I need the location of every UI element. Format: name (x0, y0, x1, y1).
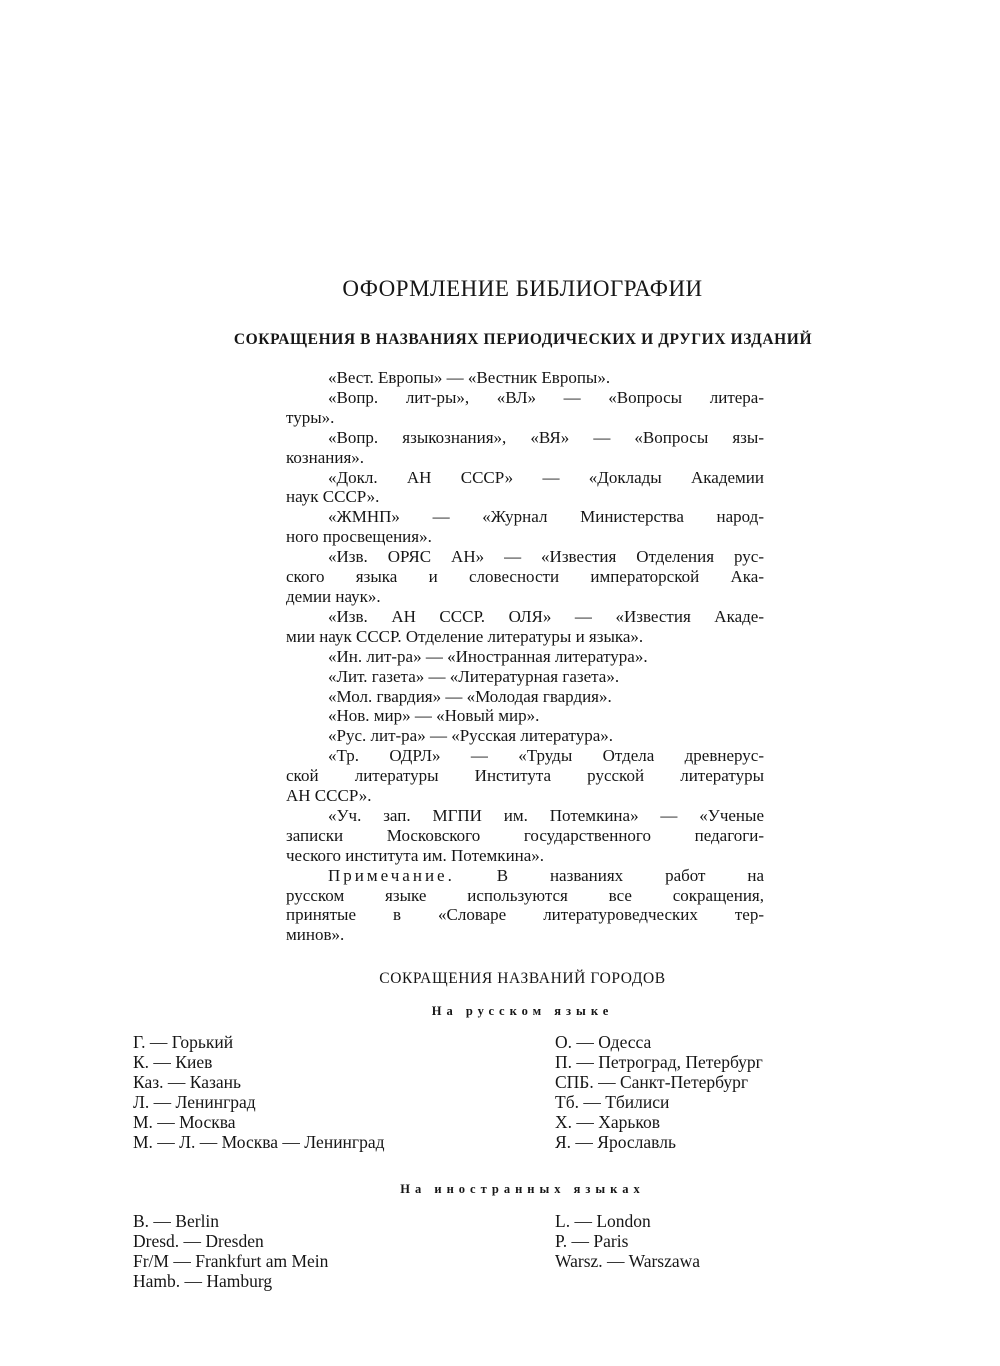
entry-line: кознания». (286, 447, 365, 467)
abbreviation-entry (286, 507, 764, 547)
abbreviation-entry (286, 706, 764, 726)
foreign-cities-right (555, 1211, 700, 1271)
foreign-cities-left (133, 1211, 328, 1291)
city-abbreviation: СПБ. — Санкт-Петербург (555, 1072, 749, 1092)
city-abbreviation: Fr/M — Frankfurt am Mein (133, 1251, 329, 1271)
city-abbreviation: П. — Петроград, Петербург (555, 1052, 763, 1072)
abbreviation-entry (286, 746, 764, 806)
entry-line: «Изв. АН СССР. ОЛЯ» — «Известия Акаде- (328, 606, 764, 626)
city-abbreviation: Я. — Ярославль (555, 1132, 676, 1152)
city-abbreviation: Hamb. — Hamburg (133, 1271, 273, 1291)
abbreviation-entry (286, 806, 764, 866)
city-abbreviation: Г. — Горький (133, 1032, 234, 1052)
abbreviation-entry (286, 388, 764, 428)
entry-line: «ЖМНП» — «Журнал Министерства народ- (328, 507, 764, 527)
abbreviation-entry (286, 428, 764, 468)
cities-heading: СОКРАЩЕНИЯ НАЗВАНИЙ ГОРОДОВ (379, 970, 666, 987)
entry-line: демии наук». (286, 586, 381, 606)
city-abbreviation: Dresd. — Dresden (133, 1231, 264, 1251)
entry-line: «Уч. зап. МГПИ им. Потемкина» — «Ученые (328, 805, 764, 825)
russian-cities-heading: На русском языке (431, 1004, 614, 1018)
note-first-line (286, 866, 764, 886)
abbreviation-entry (286, 647, 764, 667)
entry-line: «Вест. Европы» — «Вестник Европы». (328, 368, 611, 387)
note-line: принятые в «Словаре литературоведческих тер- (286, 905, 764, 925)
abbreviation-entry (286, 607, 764, 647)
city-abbreviation: B. — Berlin (133, 1211, 220, 1231)
entry-line: ской литературы Института русской литературы (286, 766, 764, 786)
abbreviation-entry (286, 468, 764, 508)
entry-line: ного просвещения». (286, 527, 432, 547)
city-abbreviation: Warsz. — Warszawa (555, 1251, 701, 1271)
note-paragraph (286, 866, 764, 946)
note-label: Примечание. (328, 865, 455, 885)
russian-cities-right (555, 1032, 763, 1152)
entry-line: «Лит. газета» — «Литературная газета». (328, 666, 620, 686)
city-abbreviation: К. — Киев (133, 1052, 213, 1072)
entry-line: АН СССР». (286, 786, 372, 806)
entry-line: ческого института им. Потемкина». (286, 845, 545, 865)
note-line: русском языке используются все сокращения, (286, 885, 764, 905)
abbreviation-entry (286, 547, 764, 607)
entry-line: «Тр. ОДРЛ» — «Труды Отдела древнерус- (328, 746, 764, 766)
entry-line: «Мол. гвардия» — «Молодая гвардия». (328, 686, 612, 706)
entry-line: «Рус. лит-ра» — «Русская литература». (328, 726, 614, 746)
city-abbreviation: Каз. — Казань (133, 1072, 241, 1092)
entry-line: «Вопр. лит-ры», «ВЛ» — «Вопросы литера- (328, 387, 764, 407)
periodicals-heading: СОКРАЩЕНИЯ В НАЗВАНИЯХ ПЕРИОДИЧЕСКИХ И ДРУГИХ ИЗДАНИЙ (233, 331, 813, 348)
entry-line: «Нов. мир» — «Новый мир». (328, 706, 540, 726)
entry-line: «Ин. лит-ра» — «Иностранная литература». (328, 646, 648, 666)
city-abbreviation: Л. — Ленинград (133, 1092, 256, 1112)
note-line: минов». (286, 925, 345, 945)
city-abbreviation: Тб. — Тбилиси (555, 1092, 670, 1112)
entry-line: «Вопр. языкознания», «ВЯ» — «Вопросы язы- (328, 427, 764, 447)
entry-line: «Докл. АН СССР» — «Доклады Академии (328, 467, 764, 487)
abbreviation-entry (286, 726, 764, 746)
foreign-cities-heading: На иностранных языках (400, 1182, 645, 1196)
entry-line: мии наук СССР. Отделение литературы и языка». (286, 626, 644, 646)
entry-line: ского языка и словесности императорской Ака- (286, 567, 764, 587)
city-abbreviation: L. — London (555, 1211, 651, 1231)
abbreviation-entry (286, 368, 764, 388)
city-abbreviation: М. — Москва (133, 1112, 236, 1132)
city-abbreviation: М. — Л. — Москва — Ленинград (133, 1132, 385, 1152)
entry-line: «Изв. ОРЯС АН» — «Известия Отделения рус- (328, 547, 764, 567)
page-title: ОФОРМЛЕНИЕ БИБЛИОГРАФИИ (342, 276, 703, 301)
periodicals-list (286, 368, 764, 945)
city-abbreviation: P. — Paris (555, 1231, 629, 1251)
entry-line: записки Московского государственного педагоги- (286, 825, 764, 845)
entry-line: туры». (286, 407, 335, 427)
russian-cities-left (133, 1032, 385, 1152)
city-abbreviation: Х. — Харьков (555, 1112, 661, 1132)
abbreviation-entry (286, 667, 764, 687)
city-abbreviation: О. — Одесса (555, 1032, 652, 1052)
entry-line: наук СССР». (286, 487, 380, 507)
abbreviation-entry (286, 687, 764, 707)
note-text: В названиях работ на (496, 865, 764, 885)
